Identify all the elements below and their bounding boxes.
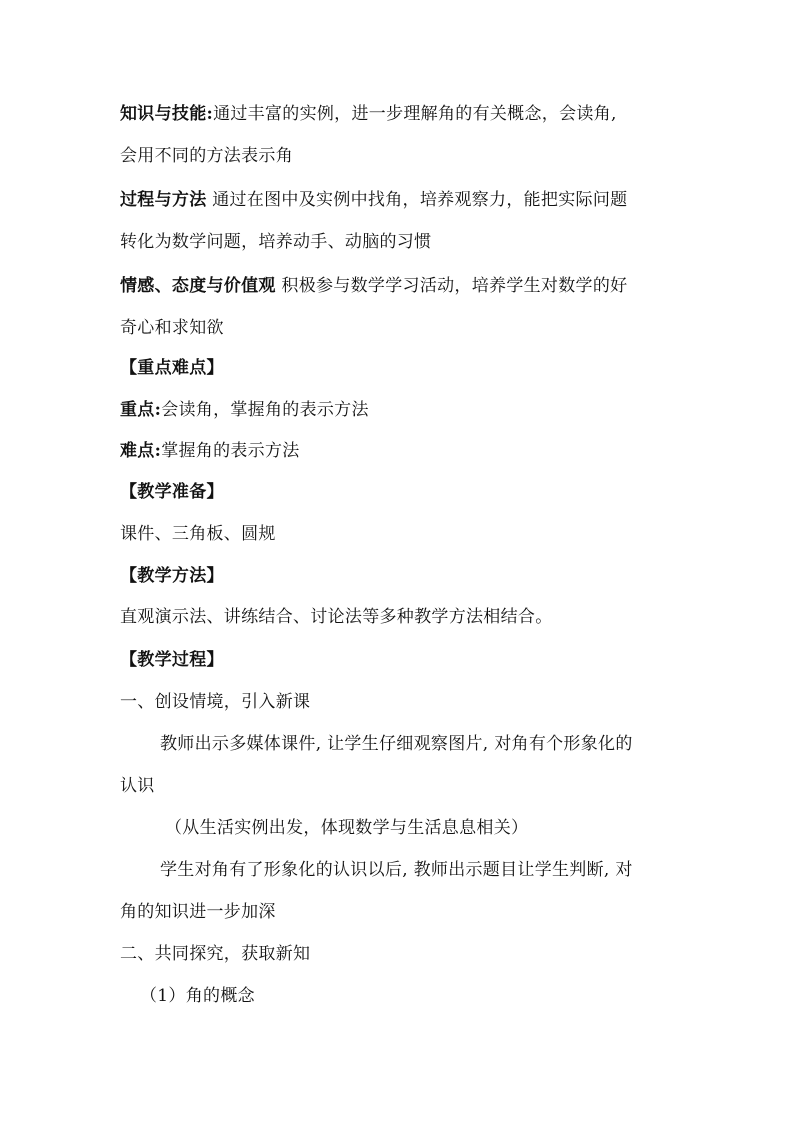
knowledge-skills-line-2: 会用不同的方法表示角 <box>120 146 293 166</box>
emotion-values-text-1: 积极参与数学学习活动，培养学生对数学的好 <box>281 276 628 296</box>
process-methods-text-1: 通过在图中及实例中找角，培养观察力，能把实际问题 <box>212 190 628 210</box>
methods-text: 直观演示法、讲练结合、讨论法等多种教学方法相结合。 <box>120 607 553 627</box>
knowledge-skills-text-1: 通过丰富的实例，进一步理解角的有关概念，会读角, <box>213 104 617 124</box>
preparation-text: 课件、三角板、圆规 <box>120 524 276 544</box>
paragraph-1-line-1: 教师出示多媒体课件, 让学生仔细观察图片, 对角有个形象化的 <box>160 734 633 754</box>
note-1: （从生活实例出发，体现数学与生活息息相关） <box>165 818 529 838</box>
knowledge-skills-line-1 <box>120 102 680 126</box>
focus-label: 重点: <box>120 400 162 420</box>
paragraph-2-line-1: 学生对角有了形象化的认识以后, 教师出示题目让学生判断, 对 <box>160 860 633 880</box>
section-1-title: 一、创设情境，引入新课 <box>120 692 311 712</box>
process-methods-label: 过程与方法 <box>120 190 207 210</box>
focus-line <box>120 398 680 422</box>
process-methods-line-1 <box>120 188 680 212</box>
preparation-heading: 【教学准备】 <box>120 482 224 502</box>
emotion-values-line-2: 奇心和求知欲 <box>120 318 224 338</box>
subsection-1-title: （1）角的概念 <box>140 986 255 1006</box>
key-points-heading: 【重点难点】 <box>120 358 224 378</box>
paragraph-1-line-2: 认识 <box>120 776 155 796</box>
teaching-process-heading: 【教学过程】 <box>120 650 224 670</box>
knowledge-skills-label: 知识与技能: <box>120 104 214 124</box>
paragraph-2-line-2: 角的知识进一步加深 <box>120 902 276 922</box>
methods-heading: 【教学方法】 <box>120 566 224 586</box>
section-2-title: 二、共同探究，获取新知 <box>120 944 311 964</box>
process-methods-line-2: 转化为数学问题，培养动手、动脑的习惯 <box>120 232 432 252</box>
difficulty-line <box>120 439 680 463</box>
difficulty-text: 掌握角的表示方法 <box>161 441 300 461</box>
difficulty-label: 难点: <box>120 441 162 461</box>
emotion-values-label: 情感、态度与价值观 <box>120 276 276 296</box>
focus-text: 会读角，掌握角的表示方法 <box>161 400 369 420</box>
emotion-values-line-1 <box>120 274 680 298</box>
